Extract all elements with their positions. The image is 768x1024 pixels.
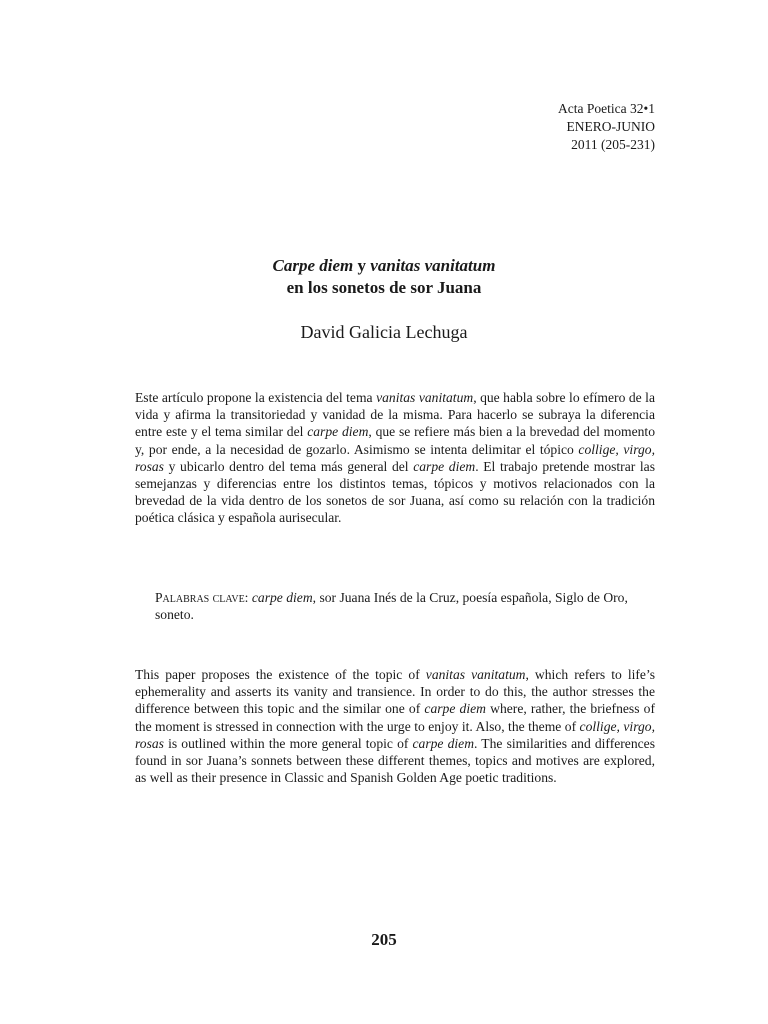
- page-number: 205: [371, 930, 397, 949]
- author-name: David Galicia Lechuga: [300, 322, 468, 342]
- abstract-es-text-5: . El trabajo pretende mostrar las semejanzas y diferencias entre los distintos temas, tópicos y motivos relacionados con la brevedad de la vida dentro de los sonetos de sor Juana, así como su relación con la tradición poética clásica y española aurisecular.: [135, 458, 655, 526]
- abstract-english: [135, 666, 655, 786]
- abstract-en-italic-2: carpe diem: [424, 701, 486, 717]
- abstract-es-italic-1: vanitas vanitatum: [376, 390, 474, 405]
- keywords-rest: , sor Juana Inés de la Cruz, poesía española, Siglo de Oro, soneto.: [155, 590, 628, 623]
- abstract-en-italic-3: collige, virgo, rosas: [135, 718, 655, 751]
- abstract-es-italic-2: carpe diem: [307, 424, 369, 440]
- abstract-spanish: [135, 389, 655, 527]
- abstract-es-text-1: Este artículo propone la existencia del tema: [135, 390, 377, 405]
- journal-name: Acta Poetica 32•1: [558, 101, 655, 116]
- title-line-2: en los sonetos de sor Juana: [286, 278, 482, 297]
- abstract-es-text-2: , que habla sobre lo efímero de la vida y afirma la transitoriedad y vanidad de la misma. Para hacerlo se subraya la diferencia entre este y el tema similar del: [135, 390, 655, 440]
- article-title: [0, 255, 768, 299]
- journal-header: [558, 100, 655, 154]
- abstract-en-text-5: . The similarities and differences found in sor Juana’s sonnets between these different themes, topics and motives are explored, as well as their presence in Classic and Spanish Golden Age poetic traditions.: [135, 735, 655, 786]
- keywords: [155, 589, 633, 623]
- abstract-en-text-4: is outlined within the more general topic of: [163, 735, 413, 751]
- abstract-es-text-4: y ubicarlo dentro del tema más general del: [163, 458, 414, 474]
- abstract-en-text-3: where, rather, the briefness of the moment is stressed in connection with the urge to enjoy it. Also, the theme of: [135, 701, 655, 734]
- abstract-es-text-3: , que se refiere más bien a la brevedad del momento y, por ende, a la necesidad de gozarlo. Asimismo se intenta delimitar el tópico: [135, 424, 655, 457]
- abstract-es-italic-4: carpe diem: [413, 458, 476, 474]
- keywords-label: Palabras clave:: [155, 590, 249, 605]
- abstract-en-text-1: This paper proposes the existence of the topic of: [135, 667, 426, 682]
- journal-year-pages: 2011 (205-231): [571, 137, 655, 152]
- abstract-en-italic-1: vanitas vanitatum: [425, 667, 526, 682]
- journal-period: ENERO-JUNIO: [566, 119, 655, 134]
- title-vanitas: vanitas vanitatum: [370, 256, 496, 275]
- title-carpe-diem: Carpe diem: [272, 256, 354, 275]
- keywords-italic: carpe diem: [251, 590, 313, 605]
- abstract-en-text-2: , which refers to life’s ephemerality and asserts its vanity and transience. In order to do this, the author stresses the difference between this topic and the similar one of: [135, 667, 656, 717]
- title-line-1: [0, 255, 768, 277]
- abstract-es-italic-3: collige, virgo, rosas: [135, 441, 655, 474]
- title-conjunction: y: [353, 256, 371, 275]
- abstract-en-italic-4: carpe diem: [412, 735, 475, 751]
